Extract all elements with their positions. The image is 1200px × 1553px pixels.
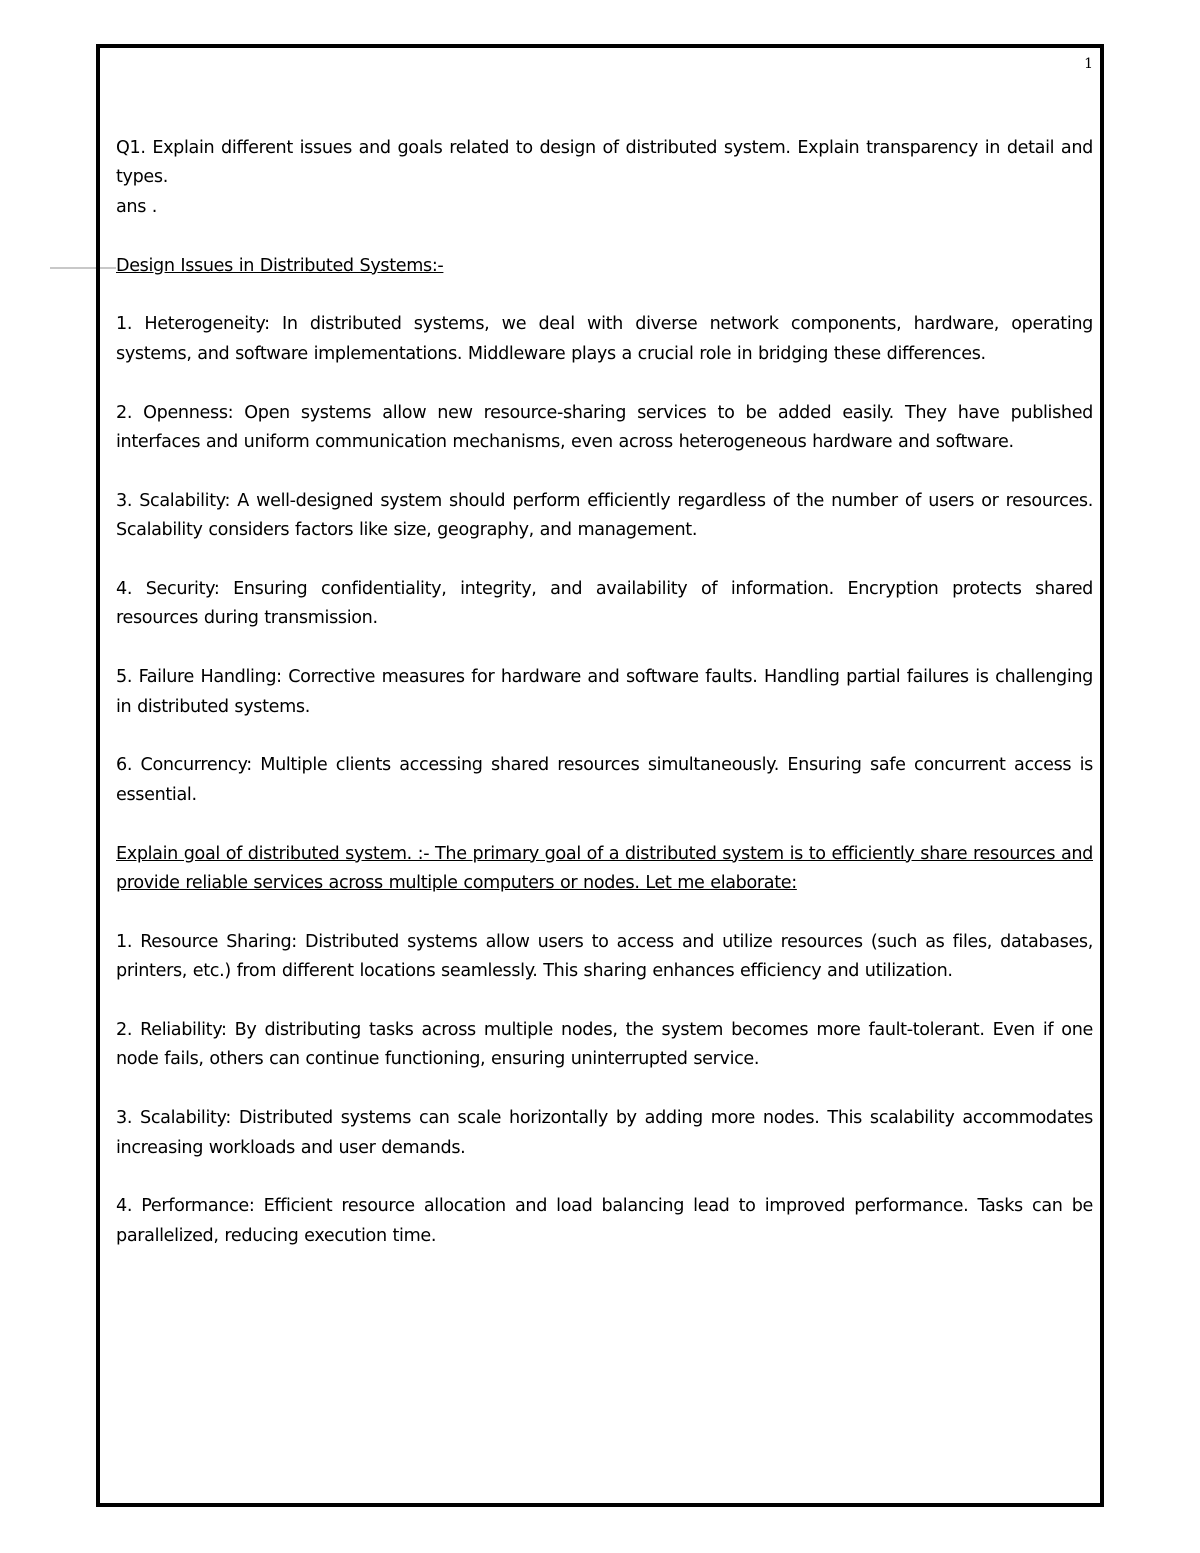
goal-item: 2. Reliability: By distributing tasks across multiple nodes, the system becomes more fault-tolerant. Even if one node fails, others can continue functioning, ensuring uninterrupted service. [116,1020,1093,1070]
design-issue-item: 1. Heterogeneity: In distributed systems, we deal with diverse network components, hardware, operating systems, and software implementations. Middleware plays a crucial role in bridging these differences. [116,314,1093,364]
document-body [116,134,1093,1281]
design-issues-heading: Design Issues in Distributed Systems:- [116,255,444,276]
question-title: Q1. Explain different issues and goals related to design of distributed system. Explain transparency in detail and types. [116,138,1093,188]
goals-heading: Explain goal of distributed system. :- The primary goal of a distributed system is to efficiently share resources and provide reliable services across multiple computers or nodes. Let me elaborate: [116,843,1093,894]
answer-label: ans . [116,196,158,217]
design-issue-item: 3. Scalability: A well-designed system should perform efficiently regardless of the number of users or resources. Scalability considers factors like size, geography, and management. [116,490,1093,541]
design-issue-item: 4. Security: Ensuring confidentiality, integrity, and availability of information. Encryption protects shared resources during transmission. [116,579,1093,629]
design-issue-item: 5. Failure Handling: Corrective measures for hardware and software faults. Handling partial failures is challenging in distributed systems. [116,667,1093,717]
goal-item: 3. Scalability: Distributed systems can scale horizontally by adding more nodes. This scalability accommodates increasing workloads and user demands. [116,1108,1093,1158]
goal-item: 4. Performance: Efficient resource allocation and load balancing lead to improved performance. Tasks can be parallelized, reducing execution time. [116,1196,1093,1246]
goal-item: 1. Resource Sharing: Distributed systems allow users to access and utilize resources (such as files, databases, printers, etc.) from different locations seamlessly. This sharing enhances efficiency and utilization. [116,931,1093,982]
page-number: 1 [1084,56,1093,72]
design-issue-item: 6. Concurrency: Multiple clients accessing shared resources simultaneously. Ensuring safe concurrent access is essential. [116,755,1093,805]
design-issue-item: 2. Openness: Open systems allow new resource-sharing services to be added easily. They have published interfaces and uniform communication mechanisms, even across heterogeneous hardware and software. [116,402,1093,453]
